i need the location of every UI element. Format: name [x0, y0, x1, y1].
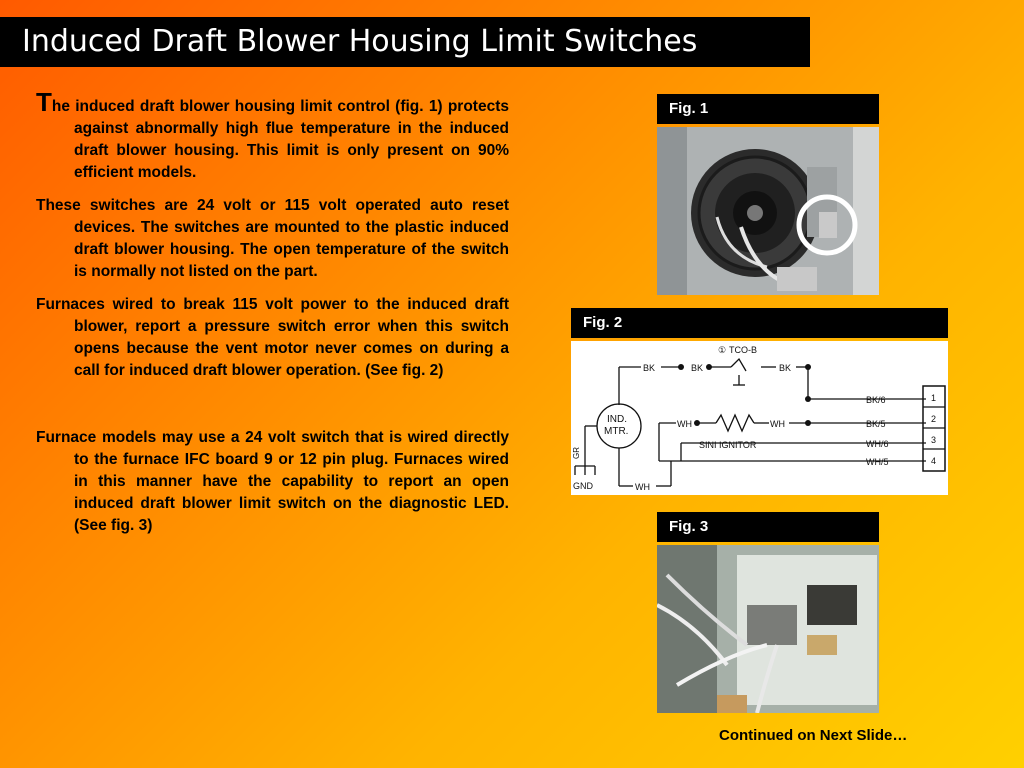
paragraph-24v-wiring: Furnace models may use a 24 volt switch that is wired directly to the furnace IFC board 9 or 12 pin plug. Furnaces wired in this manner have the capability to report an open induced draft blower limit switch on the diagnostic LED. (See fig. 3): [36, 429, 509, 534]
motor-label-line2: MTR.: [604, 426, 629, 437]
ground-label: GND: [573, 481, 593, 491]
continued-next-slide-note: Continued on Next Slide…: [719, 727, 908, 744]
slide-title: Induced Draft Blower Housing Limit Switches: [0, 17, 810, 67]
drop-cap: T: [36, 87, 52, 117]
paragraph-intro: [36, 87, 509, 184]
ignitor-wh-label-left: WH: [677, 419, 692, 429]
fig1-blower-photo: [657, 127, 879, 295]
motor-bk-label: BK: [643, 363, 656, 373]
connector-pin-4: 4: [931, 456, 937, 466]
switch-out-bk-label: BK: [779, 363, 792, 373]
paragraph-intro-text: he induced draft blower housing limit control (fig. 1) protects against abnormally high flue temperature in the induced draft blower housing. This limit is only present on 90% efficient models.: [51, 98, 509, 181]
ignitor-wh-label-right: WH: [770, 419, 785, 429]
connector-wire-1: BK/6: [866, 395, 886, 405]
connector-pin-1: 1: [931, 393, 937, 403]
switch-number-label: ①: [718, 345, 727, 355]
motor-label-line1: IND.: [607, 414, 627, 425]
connector-pin-3: 3: [931, 435, 937, 445]
connector-wire-4: WH/5: [866, 457, 889, 467]
paragraph-switch-voltage: These switches are 24 volt or 115 volt operated auto reset devices. The switches are mounted to the plastic induced draft blower housing. The open temperature of the switch is normally not listed on the part.: [36, 197, 509, 280]
switch-in-bk-label: BK: [691, 363, 704, 373]
fig3-label: Fig. 3: [657, 512, 879, 542]
body-text: [36, 87, 509, 548]
motor-wh-label: WH: [635, 482, 650, 492]
fig2-wiring-diagram: [571, 341, 948, 495]
fig2-label: Fig. 2: [571, 308, 948, 338]
switch-name-label: TCO-B: [729, 345, 757, 355]
connector-wire-2: BK/5: [866, 419, 886, 429]
ground-wire-label: GR: [572, 447, 581, 459]
ignitor-label: SINI IGNITOR: [699, 440, 757, 450]
paragraph-115v-wiring: Furnaces wired to break 115 volt power to the induced draft blower, report a pressure switch error when this switch opens because the vent motor never comes on during a call for induced draft blower operation. (See fig. 2): [36, 296, 509, 379]
fig3-control-board-photo: [657, 545, 879, 713]
connector-wire-3: WH/6: [866, 439, 889, 449]
connector-pin-2: 2: [931, 414, 937, 424]
fig1-label: Fig. 1: [657, 94, 879, 124]
